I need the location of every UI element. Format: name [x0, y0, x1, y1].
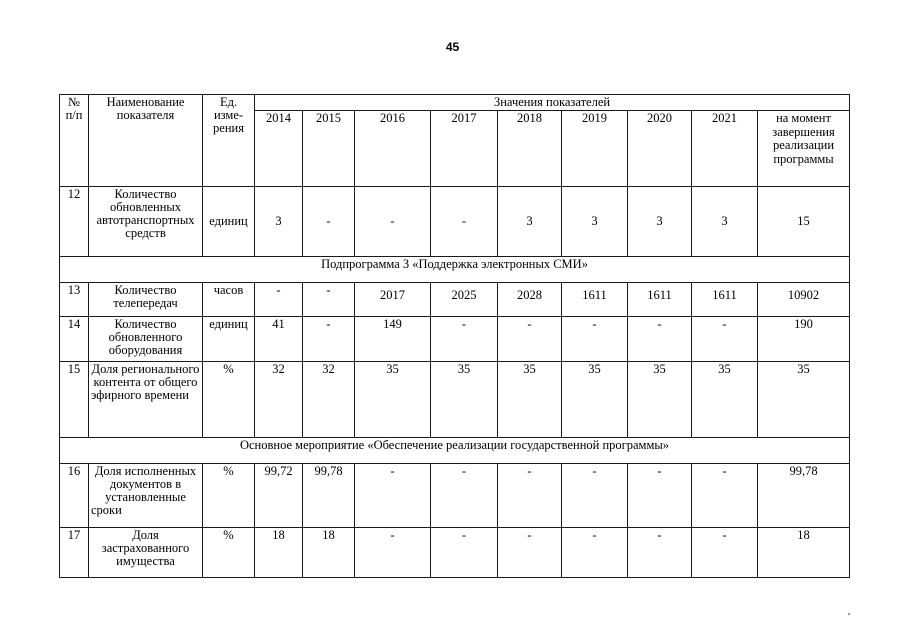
- value-cell: 35: [431, 362, 498, 438]
- table-row: [60, 528, 850, 578]
- value-cell: 1611: [692, 283, 758, 317]
- final-value-cell: 99,78: [758, 464, 850, 528]
- value-cell: 3: [562, 187, 628, 257]
- value-cell: 3: [628, 187, 692, 257]
- value-cell: 35: [498, 362, 562, 438]
- value-cell: -: [355, 528, 431, 578]
- year-header: 2016: [355, 111, 431, 187]
- year-header: 2014: [255, 111, 303, 187]
- value-cell: 41: [255, 317, 303, 362]
- scan-speck: [848, 613, 850, 615]
- value-cell: 32: [255, 362, 303, 438]
- unit-cell: %: [203, 464, 255, 528]
- col-header-values-title: Значения показателей: [255, 95, 850, 111]
- unit-cell: часов: [203, 283, 255, 317]
- final-value-cell: 190: [758, 317, 850, 362]
- indicator-name: Доля застрахованного имущества: [89, 528, 203, 578]
- header-row: [60, 95, 850, 111]
- row-number: 15: [60, 362, 89, 438]
- value-cell: 2017: [355, 283, 431, 317]
- row-number: 17: [60, 528, 89, 578]
- final-value-cell: 35: [758, 362, 850, 438]
- year-header: 2015: [303, 111, 355, 187]
- final-value-header: на момент завершения реализации программы: [758, 111, 850, 187]
- value-cell: -: [498, 528, 562, 578]
- value-cell: -: [498, 464, 562, 528]
- value-cell: 99,72: [255, 464, 303, 528]
- section-title: Основное мероприятие «Обеспечение реализации государственной программы»: [60, 438, 850, 464]
- year-header: 2017: [431, 111, 498, 187]
- page-number: 45: [445, 40, 460, 54]
- col-header-name: Наименование показателя: [89, 95, 203, 187]
- value-cell: 32: [303, 362, 355, 438]
- value-cell: 3: [498, 187, 562, 257]
- value-cell: -: [431, 187, 498, 257]
- row-number: 16: [60, 464, 89, 528]
- value-cell: -: [355, 464, 431, 528]
- value-cell: 3: [255, 187, 303, 257]
- table-row: [60, 464, 850, 528]
- final-value-cell: 15: [758, 187, 850, 257]
- value-cell: -: [498, 317, 562, 362]
- value-cell: -: [628, 464, 692, 528]
- year-header: 2018: [498, 111, 562, 187]
- value-cell: 1611: [628, 283, 692, 317]
- value-cell: 35: [355, 362, 431, 438]
- value-cell: -: [692, 464, 758, 528]
- table-row: [60, 283, 850, 317]
- col-header-num: № п/п: [60, 95, 89, 187]
- value-cell: -: [562, 528, 628, 578]
- unit-cell: %: [203, 528, 255, 578]
- row-number: 14: [60, 317, 89, 362]
- value-cell: -: [628, 317, 692, 362]
- indicator-name: Количество обновленных автотранспортных средств: [89, 187, 203, 257]
- final-value-cell: 10902: [758, 283, 850, 317]
- year-header: 2019: [562, 111, 628, 187]
- value-cell: 149: [355, 317, 431, 362]
- indicator-name: Доля исполненных документов в установленные сроки: [89, 464, 203, 528]
- value-cell: -: [255, 283, 303, 317]
- section-row: [60, 257, 850, 283]
- value-cell: -: [692, 528, 758, 578]
- indicators-table: [59, 94, 850, 578]
- value-cell: -: [562, 464, 628, 528]
- value-cell: -: [692, 317, 758, 362]
- value-cell: -: [431, 528, 498, 578]
- unit-cell: %: [203, 362, 255, 438]
- indicator-name: Количество телепередач: [89, 283, 203, 317]
- indicator-name: Количество обновленного оборудования: [89, 317, 203, 362]
- section-title: Подпрограмма 3 «Поддержка электронных СМИ»: [60, 257, 850, 283]
- year-header: 2020: [628, 111, 692, 187]
- value-cell: -: [562, 317, 628, 362]
- table-row: [60, 362, 850, 438]
- value-cell: 35: [562, 362, 628, 438]
- unit-cell: единиц: [203, 317, 255, 362]
- col-header-unit: Ед. изме- рения: [203, 95, 255, 187]
- section-row: [60, 438, 850, 464]
- unit-cell: единиц: [203, 187, 255, 257]
- value-cell: 99,78: [303, 464, 355, 528]
- final-value-cell: 18: [758, 528, 850, 578]
- value-cell: 1611: [562, 283, 628, 317]
- year-header: 2021: [692, 111, 758, 187]
- value-cell: 35: [628, 362, 692, 438]
- value-cell: -: [628, 528, 692, 578]
- value-cell: -: [303, 187, 355, 257]
- row-number: 13: [60, 283, 89, 317]
- value-cell: 35: [692, 362, 758, 438]
- value-cell: -: [431, 464, 498, 528]
- value-cell: 3: [692, 187, 758, 257]
- value-cell: 2025: [431, 283, 498, 317]
- value-cell: -: [355, 187, 431, 257]
- value-cell: -: [303, 317, 355, 362]
- value-cell: -: [431, 317, 498, 362]
- row-number: 12: [60, 187, 89, 257]
- table-row: [60, 187, 850, 257]
- value-cell: 18: [303, 528, 355, 578]
- value-cell: -: [303, 283, 355, 317]
- value-cell: 18: [255, 528, 303, 578]
- value-cell: 2028: [498, 283, 562, 317]
- indicator-name: Доля регионального контента от общего эфирного времени: [89, 362, 203, 438]
- table-row: [60, 317, 850, 362]
